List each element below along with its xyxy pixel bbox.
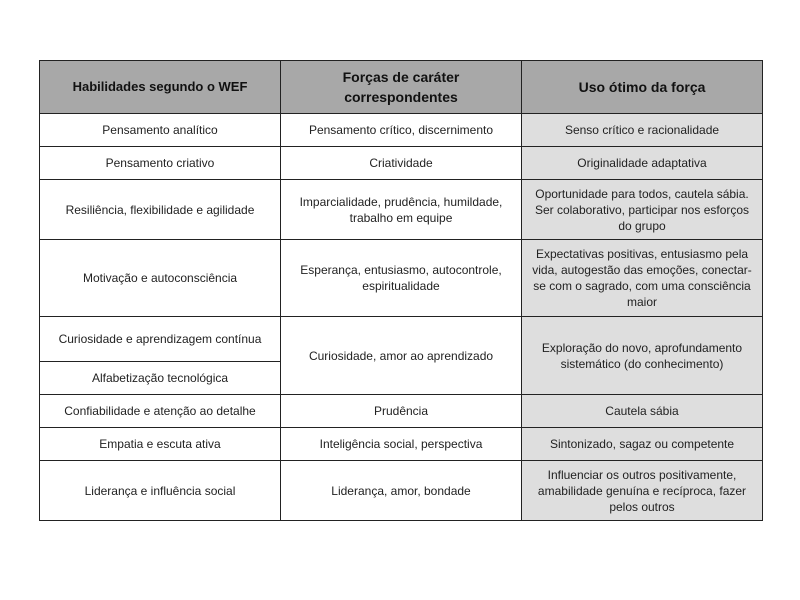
optimal-use-cell: Cautela sábia [522,395,763,428]
skill-cell: Pensamento criativo [40,147,281,180]
header-wef-skills: Habilidades segundo o WEF [40,61,281,114]
header-optimal-use: Uso ótimo da força [522,61,763,114]
strength-cell: Prudência [281,395,522,428]
skill-cell: Empatia e escuta ativa [40,428,281,461]
table-row [40,317,763,362]
optimal-use-cell: Oportunidade para todos, cautela sábia. Ser colaborativo, participar nos esforços do grupo [522,180,763,240]
skill-cell: Confiabilidade e atenção ao detalhe [40,395,281,428]
skill-cell: Liderança e influência social [40,461,281,521]
header-row [40,61,763,114]
optimal-use-cell: Originalidade adaptativa [522,147,763,180]
optimal-use-cell: Senso crítico e racionalidade [522,114,763,147]
table-row [40,180,763,240]
table-row [40,240,763,317]
optimal-use-cell: Exploração do novo, aprofundamento sistemático (do conhecimento) [522,317,763,395]
strength-cell: Pensamento crítico, discernimento [281,114,522,147]
table-row [40,395,763,428]
strength-cell: Curiosidade, amor ao aprendizado [281,317,522,395]
optimal-use-cell: Influenciar os outros positivamente, amabilidade genuína e recíproca, fazer pelos outros [522,461,763,521]
table-row [40,461,763,521]
skill-cell: Pensamento analítico [40,114,281,147]
skill-cell: Resiliência, flexibilidade e agilidade [40,180,281,240]
optimal-use-cell: Sintonizado, sagaz ou competente [522,428,763,461]
strength-cell: Imparcialidade, prudência, humildade, trabalho em equipe [281,180,522,240]
strength-cell: Inteligência social, perspectiva [281,428,522,461]
skills-table [39,60,763,521]
strength-cell: Liderança, amor, bondade [281,461,522,521]
skill-cell: Alfabetização tecnológica [40,362,281,395]
header-character-strengths: Forças de caráter correspondentes [281,61,522,114]
table-row [40,147,763,180]
table-row [40,114,763,147]
optimal-use-cell: Expectativas positivas, entusiasmo pela vida, autogestão das emoções, conectar-se com o sagrado, com uma consciência maior [522,240,763,317]
skill-cell: Curiosidade e aprendizagem contínua [40,317,281,362]
strength-cell: Criatividade [281,147,522,180]
skill-cell: Motivação e autoconsciência [40,240,281,317]
strength-cell: Esperança, entusiasmo, autocontrole, espiritualidade [281,240,522,317]
table-row [40,428,763,461]
